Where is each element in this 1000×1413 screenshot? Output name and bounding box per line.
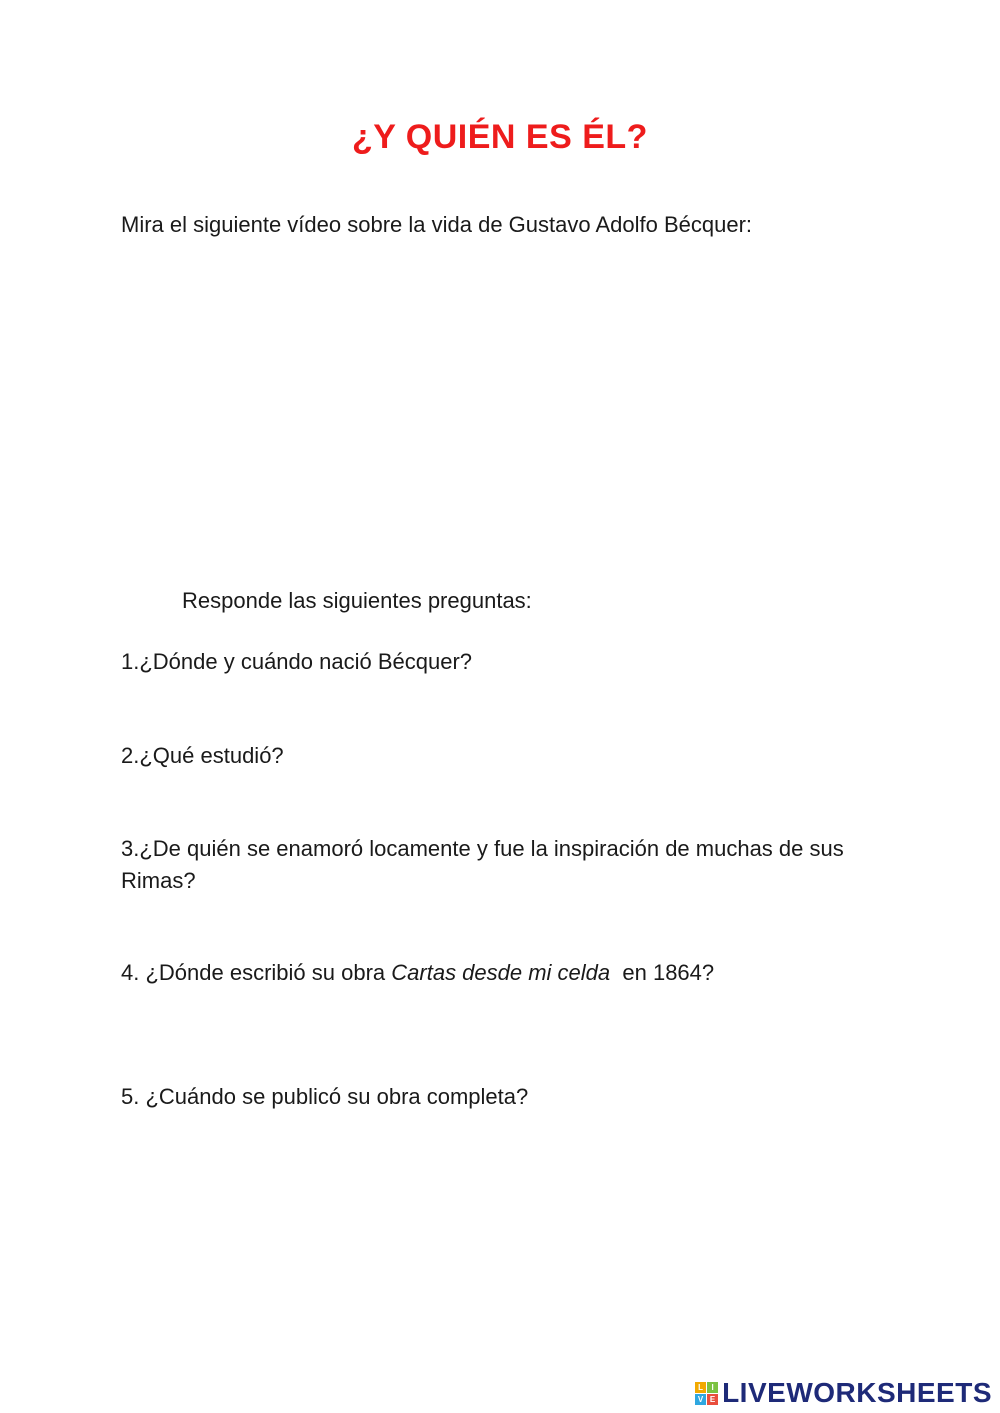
video-placeholder [121, 260, 881, 560]
logo-letter-l: L [695, 1382, 706, 1393]
liveworksheets-footer[interactable] [695, 1377, 992, 1409]
question-2: 2.¿Qué estudió? [121, 743, 284, 768]
question-4-end: en 1864? [610, 960, 715, 985]
logo-letter-v: V [695, 1394, 706, 1405]
instructions-text: Responde las siguientes preguntas: [182, 588, 532, 613]
intro-text: Mira el siguiente vídeo sobre la vida de Gustavo Adolfo Bécquer: [121, 212, 753, 237]
question-5: 5. ¿Cuándo se publicó su obra completa? [121, 1084, 529, 1109]
question-4-work-title: Cartas desde mi celda [391, 960, 611, 985]
logo-letter-i: I [707, 1382, 718, 1393]
worksheet-title: ¿Y QUIÉN ES ÉL? [352, 118, 648, 156]
question-3: 3.¿De quién se enamoró locamente y fue la inspiración de muchas de sus Rimas? [121, 836, 844, 893]
liveworksheets-brand: LIVEWORKSHEETS [722, 1377, 992, 1408]
question-1: 1.¿Dónde y cuándo nació Bécquer? [121, 649, 473, 674]
question-4 [121, 957, 881, 989]
question-4-start: 4. ¿Dónde escribió su obra [121, 960, 392, 985]
liveworksheets-logo-icon [695, 1382, 718, 1405]
logo-letter-e: E [707, 1394, 718, 1405]
